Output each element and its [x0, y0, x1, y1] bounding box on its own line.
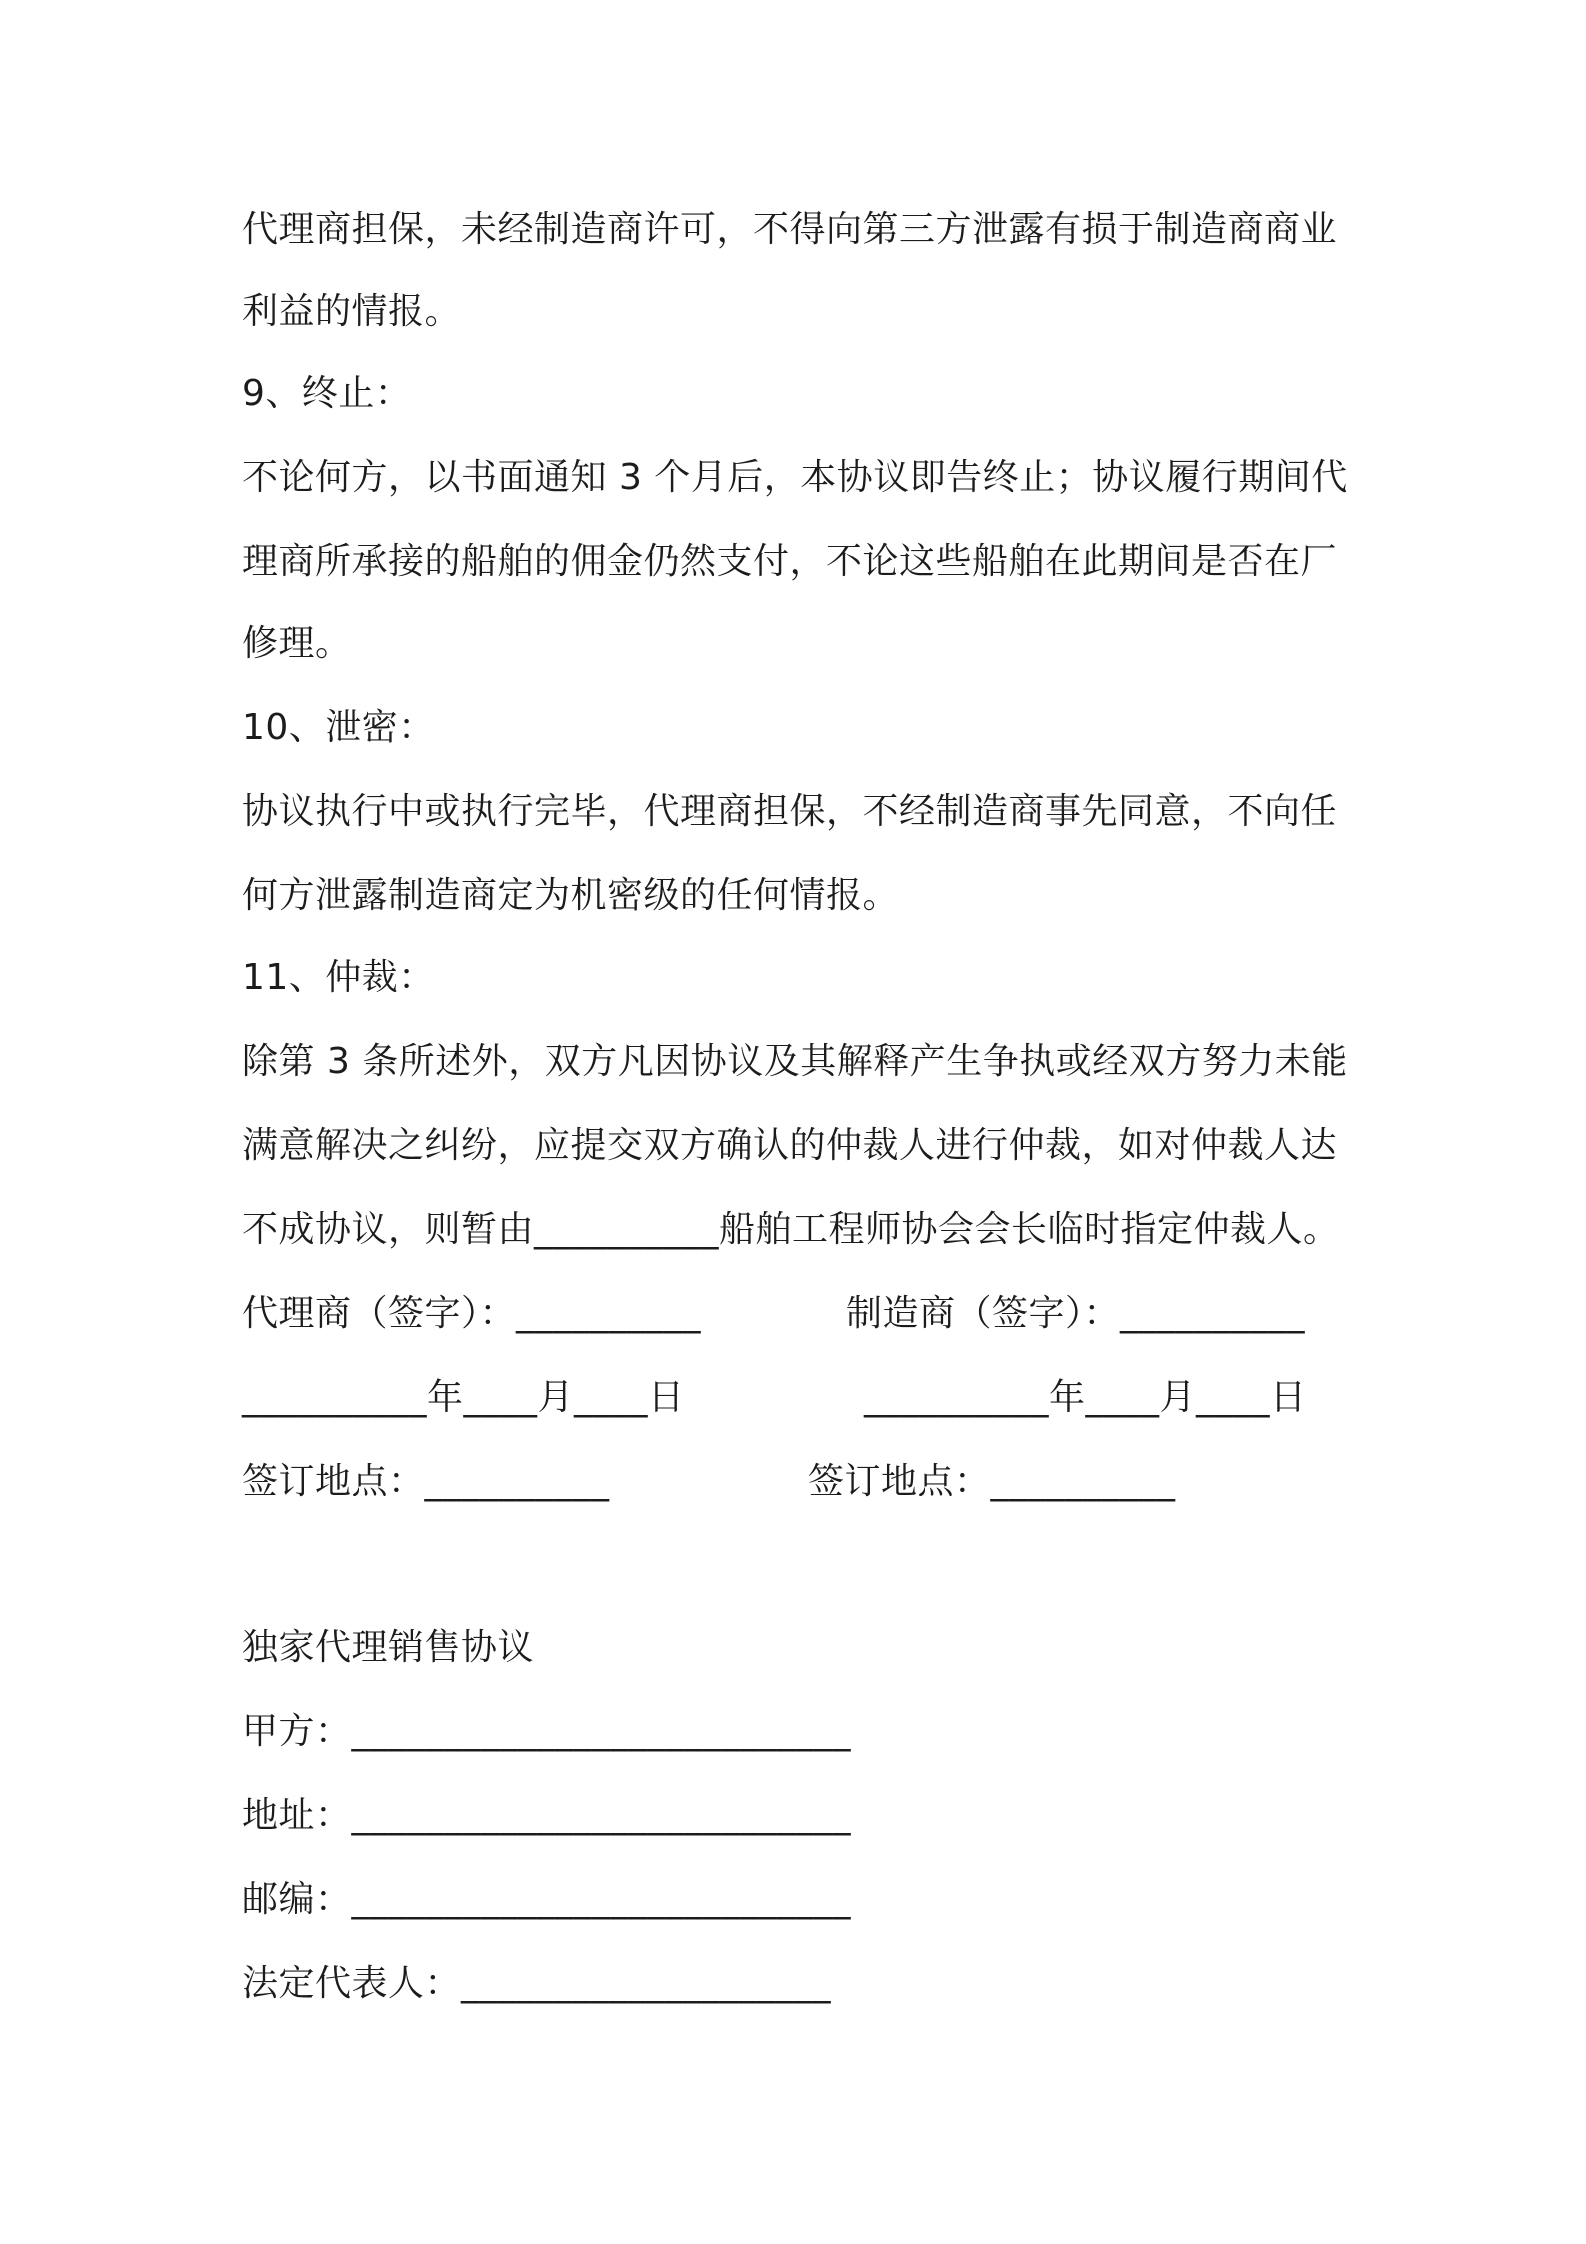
paragraph-line: 协议执行中或执行完毕，代理商担保，不经制造商事先同意，不向任: [242, 791, 1338, 832]
agent-signature: 代理商（签字）：__________: [242, 1293, 702, 1334]
paragraph-line: 利益的情报。: [242, 291, 462, 332]
paragraph-line: 满意解决之纠纷，应提交双方确认的仲裁人进行仲裁，如对仲裁人达: [242, 1125, 1338, 1166]
maker-signature: 制造商（签字）：__________: [846, 1293, 1306, 1334]
agent-date: __________年____月____日: [242, 1377, 685, 1418]
paragraph-line: 除第 3 条所述外，双方凡因协议及其解释产生争执或经双方努力未能: [242, 1041, 1348, 1082]
paragraph-line: 理商所承接的船舶的佣金仍然支付，不论这些船舶在此期间是否在厂: [242, 541, 1338, 582]
section-heading: 10、泄密：: [242, 707, 435, 748]
document-title: 独家代理销售协议: [242, 1627, 535, 1668]
postcode-field: 邮编：___________________________: [242, 1879, 852, 1920]
party-a-field: 甲方：___________________________: [242, 1711, 852, 1752]
paragraph-line: 何方泄露制造商定为机密级的任何情报。: [242, 875, 900, 916]
legal-representative-field: 法定代表人：____________________: [242, 1963, 832, 2004]
paragraph-line: 不成协议，则暂由__________船舶工程师协会会长临时指定仲裁人。: [242, 1209, 1340, 1250]
maker-date: __________年____月____日: [864, 1377, 1307, 1418]
maker-place: 签订地点：__________: [808, 1461, 1176, 1502]
agent-place: 签订地点：__________: [242, 1461, 610, 1502]
paragraph-line: 不论何方，以书面通知 3 个月后，本协议即告终止；协议履行期间代: [242, 457, 1348, 498]
paragraph-line: 代理商担保，未经制造商许可，不得向第三方泄露有损于制造商商业: [242, 209, 1338, 250]
section-heading: 9、终止：: [242, 373, 412, 414]
paragraph-line: 修理。: [242, 623, 352, 664]
section-heading: 11、仲裁：: [242, 957, 435, 998]
address-field: 地址：___________________________: [242, 1795, 852, 1836]
